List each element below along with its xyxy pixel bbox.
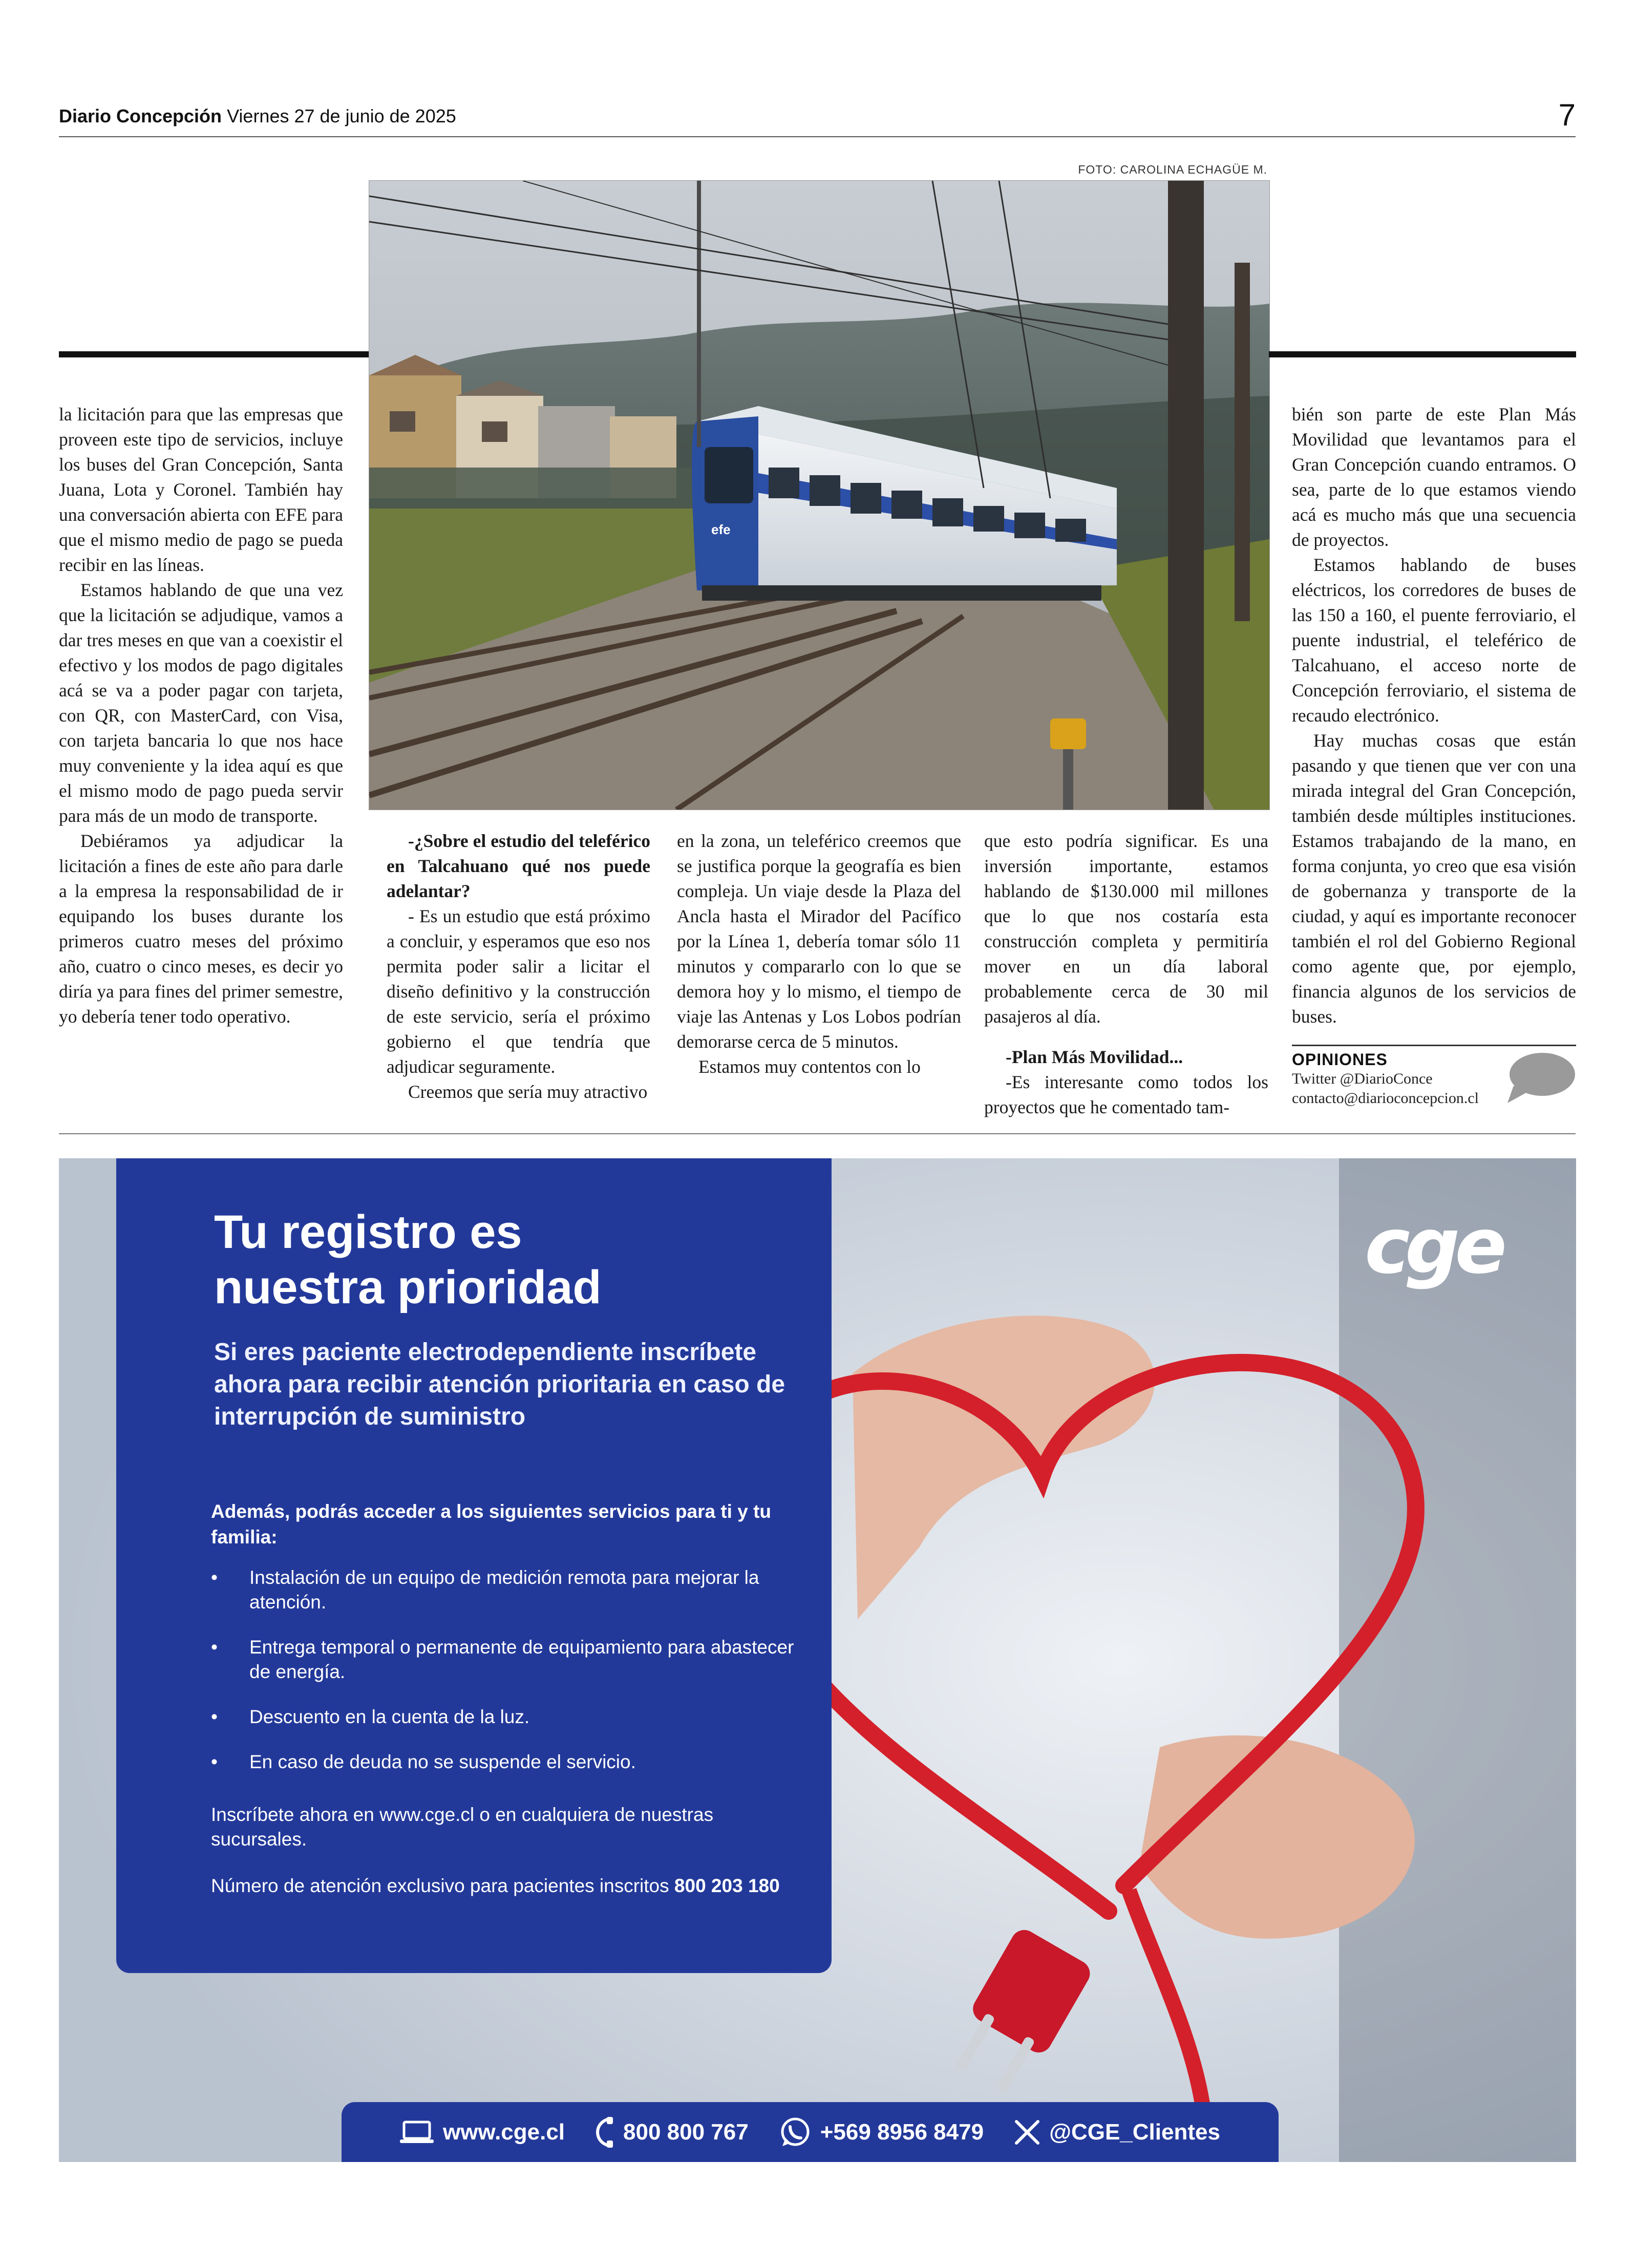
opinions-box <box>1292 1050 1512 1108</box>
list-item: • Instalación de un equipo de medición remota para mejorar la atención. <box>211 1565 800 1615</box>
section-rule-left <box>59 351 369 357</box>
ad-title-line: nuestra prioridad <box>214 1261 602 1313</box>
article-bottom-rule <box>59 1133 1576 1134</box>
contact-whatsapp-label: +569 8956 8479 <box>820 2119 984 2145</box>
ad-signup-text: Inscríbete ahora en www.cge.cl o en cualquiera de nuestras sucursales. <box>211 1804 714 1850</box>
paragraph: Creemos que sería muy atractivo <box>408 1082 648 1102</box>
paragraph: la licitación para que las empresas que proveen este tipo de servicios, incluye los buses del Gran Concepción, Santa Juana, Lota y Coronel. También hay una conversación abierta con EFE para que el mismo medio de pago se pueda recibir en las líneas. <box>59 404 343 575</box>
opinions-rule <box>1292 1045 1576 1046</box>
paragraph: Debiéramos ya adjudicar la licitación a fines de este año para darle a la empresa la responsabilidad de ir equipando los buses durante los primeros cuatro meses del próximo año, cuatro o cinco meses, es decir yo diría ya para fines del primer semestre, yo debería tener todo operativo. <box>59 831 343 1027</box>
paragraph: en la zona, un teleférico creemos que se justifica porque la geografía es bien compleja. Un viaje desde la Plaza del Ancla hasta el Mirador del Pacífico por la Línea 1, debería tomar sólo 11 minutos y compararlo con lo que se demora hoy y lo mismo, el tiempo de viaje las Antenas y Los Lobos podrían demorarse cerca de 5 minutos. <box>677 831 961 1052</box>
paragraph: bién son parte de este Plan Más Movilidad que levantamos para el Gran Concepción cuando entramos. O sea, parte de lo que estamos viendo acá es mucho más que una secuencia de proyectos. <box>1292 404 1576 550</box>
whatsapp-icon <box>779 2116 811 2148</box>
photo-credit: FOTO: CAROLINA ECHAGÜE M. <box>1078 163 1267 176</box>
train-photo <box>369 180 1270 810</box>
contact-web-label: www.cge.cl <box>443 2119 565 2145</box>
train-illustration <box>369 181 1269 810</box>
issue-date: Viernes 27 de junio de 2025 <box>227 105 456 126</box>
page-header <box>59 105 456 127</box>
section-rule-right <box>1269 351 1576 357</box>
opinions-title: OPINIONES <box>1292 1050 1388 1069</box>
contact-whatsapp[interactable] <box>779 2116 984 2148</box>
interview-question: -¿Sobre el estudio del teleférico en Talcahuano qué nos puede adelantar? <box>387 831 650 901</box>
ad-subtitle: Si eres paciente electrodependiente inscríbete ahora para recibir atención prioritaria en caso de interrupción de suministro <box>214 1339 785 1430</box>
paragraph: -Es interesante como todos los proyectos que he comentado tam- <box>984 1072 1268 1117</box>
speech-bubble-icon <box>1504 1050 1576 1106</box>
interview-subhead: -Plan Más Movilidad... <box>1006 1047 1183 1067</box>
list-item: • En caso de deuda no se suspende el servicio. <box>211 1750 800 1774</box>
paragraph: Estamos muy contentos con lo <box>698 1056 921 1077</box>
paragraph: Estamos hablando de que una vez que la licitación se adjudique, vamos a dar tres meses en que van a coexistir el efectivo y los modos de pago digitales acá se va a poder pagar con tarjeta, con QR, con MasterCard, con Visa, con tarjeta bancaria lo que nos hace muy conveniente y la idea aquí es que el mismo modo de pago pueda servir para más de un modo de transporte. <box>59 580 343 826</box>
contact-phone[interactable] <box>596 2117 749 2148</box>
paper-name: Diario Concepción <box>59 105 222 126</box>
article-column-5 <box>1292 402 1576 1029</box>
opinions-email[interactable]: contacto@diarioconcepcion.cl <box>1292 1090 1479 1107</box>
cge-advertisement <box>59 1158 1576 2162</box>
contact-x-label: @CGE_Clientes <box>1049 2119 1220 2145</box>
ad-phone-text <box>211 1874 800 1898</box>
paragraph: que esto podría significar. Es una inversión importante, estamos hablando de $130.000 mil millones que lo que nos costaría esta construcción completa y permitiría mover en un día laboral probablemente cerca de 30 mil pasajeros al día. <box>984 831 1268 1027</box>
ad-title-line: Tu registro es <box>214 1206 522 1258</box>
ad-title <box>214 1204 803 1315</box>
article-column-4 <box>984 829 1268 1120</box>
article-column-3 <box>677 829 961 1079</box>
article-column-1 <box>59 402 343 1029</box>
x-logo-icon <box>1014 2119 1040 2145</box>
list-item: • Descuento en la cuenta de la luz. <box>211 1705 800 1729</box>
contact-x[interactable] <box>1014 2119 1220 2145</box>
paragraph: - Es un estudio que está próximo a concluir, y esperamos que eso nos permita poder salir a licitar el diseño definitivo y la construcción de este servicio, sería el próximo gobierno el que tendría que adjudicar seguramente. <box>387 906 650 1077</box>
list-item: • Entrega temporal o permanente de equipamiento para abastecer de energía. <box>211 1635 800 1684</box>
header-rule <box>59 136 1576 137</box>
ad-phone-label: Número de atención exclusivo para pacientes inscritos <box>211 1875 669 1896</box>
contact-phone-label: 800 800 767 <box>623 2119 749 2145</box>
opinions-twitter[interactable]: Twitter @DiarioConce <box>1292 1070 1433 1087</box>
article-column-2 <box>387 829 650 1105</box>
ad-contact-bar <box>342 2102 1279 2162</box>
laptop-icon <box>400 2120 434 2145</box>
paragraph: Hay muchas cosas que están pasando y que tienen que ver con una mirada integral del Gran Concepción, también desde múltiples instituciones. Estamos trabajando de la mano, en forma conjunta, yo creo que esa visión de gobernanza y transporte de la ciudad, y aquí es importante reconocer también el rol del Gobierno Regional como agente que, por ejemplo, financia algunos de los servicios de buses. <box>1292 730 1576 1027</box>
page-number: 7 <box>1558 98 1576 132</box>
contact-web[interactable] <box>400 2119 565 2145</box>
phone-icon <box>596 2117 614 2148</box>
cge-logo: cge <box>1365 1202 1502 1291</box>
ad-benefits-list <box>211 1565 800 1795</box>
ad-phone-number[interactable]: 800 203 180 <box>674 1875 780 1896</box>
ad-lead: Además, podrás acceder a los siguientes servicios para ti y tu familia: <box>211 1501 772 1548</box>
train-logo: efe <box>711 522 731 537</box>
paragraph: Estamos hablando de buses eléctricos, los corredores de buses de las 150 a 160, el puente ferroviario, el puente industrial, el teleférico de Talcahuano, el acceso norte de Concepción ferroviario, el sistema de recaudo electrónico. <box>1292 555 1576 726</box>
